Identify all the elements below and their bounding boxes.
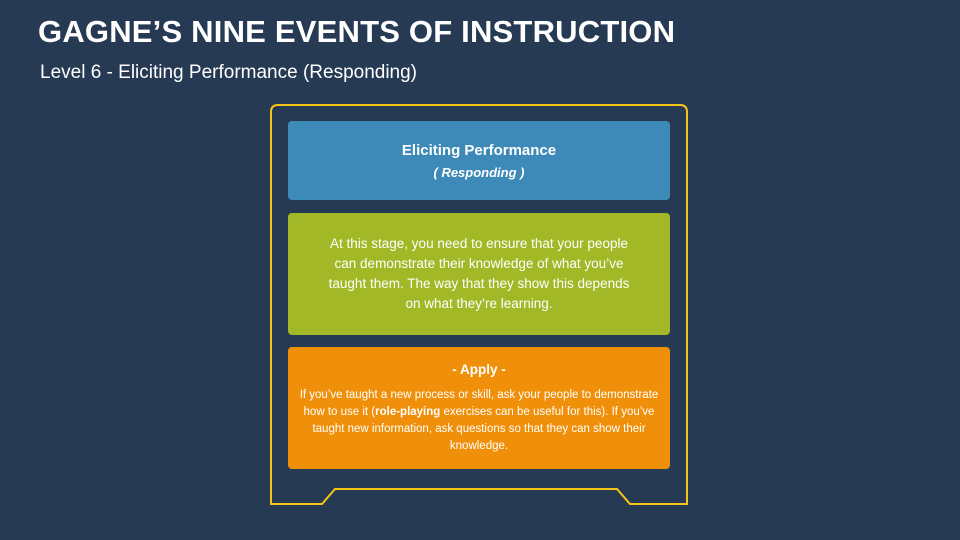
slide-title: GAGNE’S NINE EVENTS OF INSTRUCTION (38, 14, 676, 49)
apply-text (298, 387, 660, 455)
apply-box (288, 347, 670, 469)
header-box-subtitle: ( Responding ) (433, 164, 525, 180)
apply-text-bold: role-playing (375, 405, 441, 418)
description-text: At this stage, you need to ensure that your people can demonstrate their knowledge of what you’ve taught them. The way that they show this depends on what they’re learning. (328, 236, 630, 311)
apply-title: - Apply - (452, 361, 506, 377)
header-box (288, 121, 670, 200)
apply-text-part2: exercises can be useful for this). If you’ve taught new information, ask questions so that they can show their knowledge. (312, 405, 655, 452)
slide-subtitle: Level 6 - Eliciting Performance (Responding) (40, 62, 418, 83)
header-box-title: Eliciting Performance (401, 141, 557, 159)
description-box (288, 213, 670, 335)
apply-text-part1: If you’ve taught a new process or skill, ask your people to demonstrate how to use it ( (299, 388, 659, 418)
